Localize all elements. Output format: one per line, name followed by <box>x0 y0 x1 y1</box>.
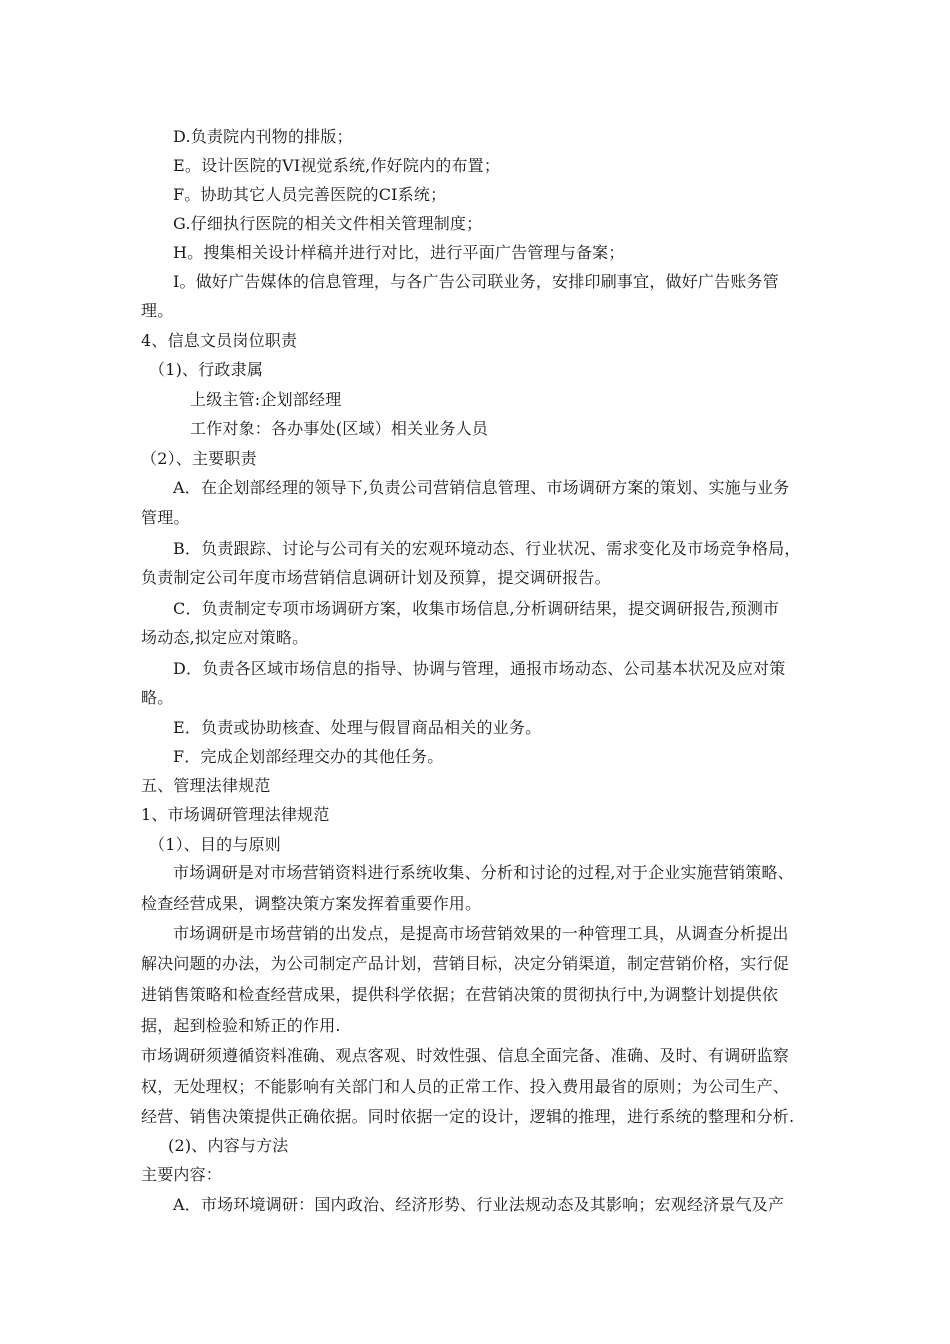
text-line: E。设计医院的VI视觉系统,作好院内的布置； <box>173 156 501 175</box>
text-line: D．负责各区域市场信息的指导、协调与管理，通报市场动态、公司基本状况及应对策 <box>173 659 786 678</box>
text-line: E．负责或协助核查、处理与假冒商品相关的业务。 <box>173 718 542 737</box>
text-line: 工作对象：各办事处(区域）相关业务人员 <box>190 419 489 438</box>
text-line: 场动态,拟定应对策略。 <box>141 628 309 647</box>
text-line: 负责制定公司年度市场营销信息调研计划及预算，提交调研报告。 <box>141 568 611 587</box>
subsection-heading: （1）、目的与原则 <box>149 835 281 854</box>
text-line: 据，起到检验和矫正的作用. <box>141 1016 341 1035</box>
text-line: F。协助其它人员完善医院的CI系统； <box>173 185 447 204</box>
subsection-heading: (2)、内容与方法 <box>168 1136 289 1155</box>
subsection-heading: （1)、行政隶属 <box>149 360 264 379</box>
section-heading: 五、管理法律规范 <box>141 776 271 795</box>
text-line: A．在企划部经理的领导下,负责公司营销信息管理、市场调研方案的策划、实施与业务 <box>173 478 790 497</box>
subsection-heading: （2）、主要职责 <box>141 449 257 468</box>
text-line: H。搜集相关设计样稿并进行对比，进行平面广告管理与备案； <box>173 243 625 262</box>
text-line: D.负责院内刊物的排版； <box>173 127 353 146</box>
section-heading: 4、信息文员岗位职责 <box>141 331 298 350</box>
section-heading: 1、市场调研管理法律规范 <box>141 805 330 824</box>
text-line: F．完成企划部经理交办的其他任务。 <box>173 747 444 766</box>
text-line: 进销售策略和检查经营成果，提供科学依据；在营销决策的贯彻执行中,为调整计划提供依 <box>141 985 779 1004</box>
text-line: I。做好广告媒体的信息管理，与各广告公司联业务，安排印刷事宜，做好广告账务管 <box>173 272 779 291</box>
text-line: 略。 <box>141 688 174 707</box>
text-line: 市场调研须遵循资料准确、观点客观、时效性强、信息全面完备、准确、及时、有调研监察 <box>141 1046 790 1065</box>
text-line: G.仔细执行医院的相关文件相关管理制度； <box>173 214 483 233</box>
text-line: 检查经营成果，调整决策方案发挥着重要作用。 <box>141 894 482 913</box>
text-line: 经营、销售决策提供正确依据。同时依据一定的设计，逻辑的推理，进行系统的整理和分析. <box>141 1107 795 1126</box>
text-line: 解决问题的办法，为公司制定产品计划，营销目标，决定分销渠道，制定营销价格，实行促 <box>141 954 790 973</box>
text-line: 权，无处理权；不能影响有关部门和人员的正常工作、投入费用最省的原则；为公司生产、 <box>141 1077 790 1096</box>
text-line: C．负责制定专项市场调研方案，收集市场信息,分析调研结果，提交调研报告,预测市 <box>173 599 780 618</box>
text-line: 理。 <box>141 301 174 320</box>
text-line: 管理。 <box>141 508 190 527</box>
text-line: 主要内容： <box>141 1165 223 1184</box>
text-line: A．市场环境调研：国内政治、经济形势、行业法规动态及其影响；宏观经济景气及产 <box>173 1195 785 1214</box>
text-line: B．负责跟踪、讨论与公司有关的宏观环境动态、行业状况、需求变化及市场竞争格局， <box>173 539 801 558</box>
text-line: 市场调研是对市场营销资料进行系统收集、分析和讨论的过程,对于企业实施营销策略、 <box>173 863 794 882</box>
text-line: 上级主管:企划部经理 <box>190 390 342 409</box>
text-line: 市场调研是市场营销的出发点，是提高市场营销效果的一种管理工具，从调查分析提出 <box>173 924 789 943</box>
